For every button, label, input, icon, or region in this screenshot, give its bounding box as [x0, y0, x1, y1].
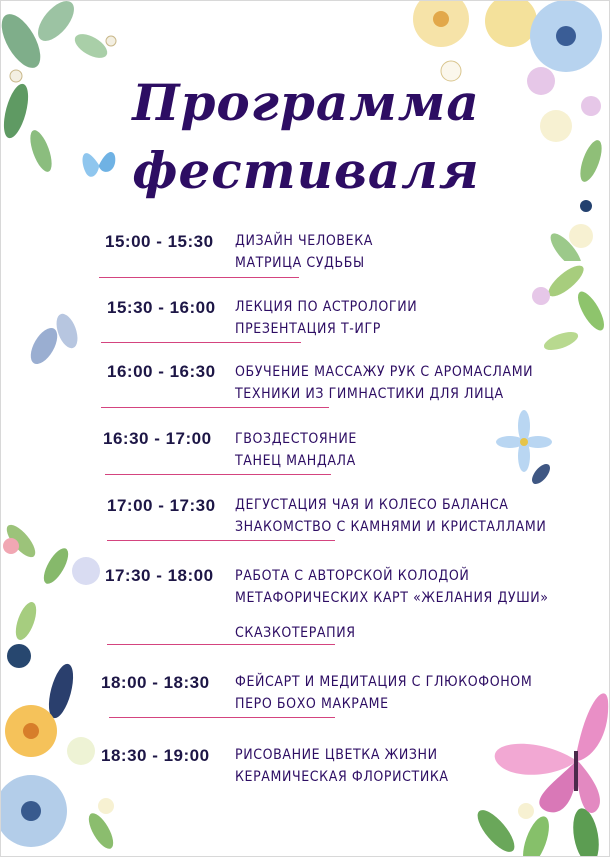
right-leaves-decoration: [521, 251, 610, 371]
divider-line: [105, 474, 331, 475]
activity-text: ПРЕЗЕНТАЦИЯ Т-ИГР: [235, 321, 381, 337]
time-slot: 15:00 - 15:30: [105, 232, 214, 251]
title-line-2: фестиваля: [132, 141, 480, 200]
activity-text: ДИЗАЙН ЧЕЛОВЕКА: [235, 233, 373, 249]
activity-text: КЕРАМИЧЕСКАЯ ФЛОРИСТИКА: [235, 769, 449, 785]
divider-line: [109, 717, 335, 718]
divider-line: [107, 644, 335, 645]
activity-text: ДЕГУСТАЦИЯ ЧАЯ И КОЛЕСО БАЛАНСА: [235, 497, 509, 513]
time-slot: 16:00 - 16:30: [107, 362, 216, 381]
title-line-1: Программа: [132, 73, 480, 132]
divider-line: [107, 540, 335, 541]
activity-text: ФЕЙСАРТ И МЕДИТАЦИЯ С ГЛЮКОФОНОМ: [235, 674, 533, 690]
time-slot: 18:30 - 19:00: [101, 746, 210, 765]
activity-text: РИСОВАНИЕ ЦВЕТКА ЖИЗНИ: [235, 747, 438, 763]
time-slot: 18:00 - 18:30: [101, 673, 210, 692]
activity-text: ТЕХНИКИ ИЗ ГИМНАСТИКИ ДЛЯ ЛИЦА: [235, 386, 504, 402]
time-slot: 17:30 - 18:00: [105, 566, 214, 585]
left-blue-leaves-decoration: [19, 301, 89, 371]
activity-text: ЛЕКЦИЯ ПО АСТРОЛОГИИ: [235, 299, 418, 315]
right-blue-flower-decoration: [496, 406, 556, 486]
divider-line: [101, 342, 301, 343]
activity-text: ПЕРО БОХО МАКРАМЕ: [235, 696, 389, 712]
time-slot: 16:30 - 17:00: [103, 429, 212, 448]
activity-text: ГВОЗДЕСТОЯНИЕ: [235, 431, 357, 447]
divider-line: [101, 407, 329, 408]
time-slot: 15:30 - 16:00: [107, 298, 216, 317]
activity-text: МАТРИЦА СУДЬБЫ: [235, 255, 365, 271]
divider-line: [99, 277, 299, 278]
activity-text: ОБУЧЕНИЕ МАССАЖУ РУК С АРОМАСЛАМИ: [235, 364, 534, 380]
activity-text: СКАЗКОТЕРАПИЯ: [235, 625, 356, 641]
activity-text: ТАНЕЦ МАНДАЛА: [235, 453, 356, 469]
activity-text: РАБОТА С АВТОРСКОЙ КОЛОДОЙ: [235, 568, 470, 584]
activity-text: ЗНАКОМСТВО С КАМНЯМИ И КРИСТАЛЛАМИ: [235, 519, 547, 535]
activity-text: МЕТАФОРИЧЕСКИХ КАРТ «ЖЕЛАНИЯ ДУШИ»: [235, 590, 549, 606]
time-slot: 17:00 - 17:30: [107, 496, 216, 515]
